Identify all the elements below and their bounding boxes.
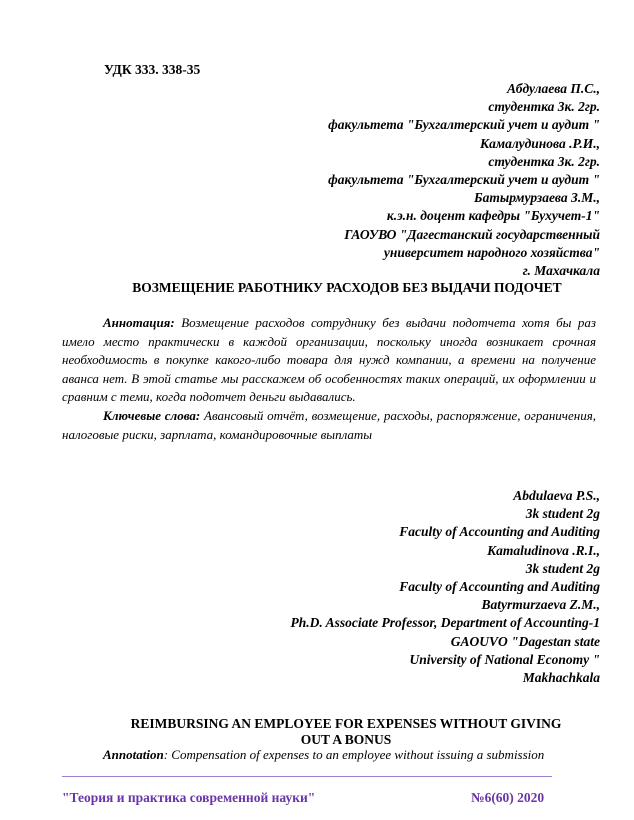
footer-journal-name: "Теория и практика современной науки" [62,790,316,805]
author-line: Камалудинова .Р.И., [479,135,600,151]
title-en-line: OUT A BONUS [300,732,392,747]
author-line: ГАОУВО "Дагестанский государственный [344,226,600,242]
author-line-en: Faculty of Accounting and Auditing [399,579,600,595]
author-line-en: Ph.D. Associate Professor, Department of Accounting-1 [290,615,600,631]
annotation-en-label: Annotation [103,747,164,762]
author-line-en: 3k student 2g [525,506,600,522]
annotation-en [62,747,602,763]
author-line: университет народного хозяйства" [383,244,600,260]
author-line: Абдулаева П.С., [506,81,600,96]
keywords-text: Авансовый отчёт, возмещение, расходы, распоряжение, ограничения, налоговые риски, зарплата, командировочные выплаты [62,407,596,442]
author-line-en: Batyrmurzaeva Z.M., [481,597,600,613]
author-line: факультета "Бухгалтерский учет и аудит " [328,117,600,133]
article-title-en [112,716,580,748]
article-title-ru: ВОЗМЕЩЕНИЕ РАБОТНИКУ РАСХОДОВ БЕЗ ВЫДАЧИ ПОДОЧЕТ [132,280,562,295]
abstract-label: Аннотация: [103,315,175,330]
author-line-en: GAOUVO "Dagestan state [450,633,600,649]
abstract-text: Возмещение расходов сотруднику без выдачи подотчета хотя бы раз имело место практически в каждой организации, поскольку иногда возникает срочная необходимость в покупке какого-либо товара для нужд компании, а времени на получение аванса нет. В этой статье мы расскажем об особенностях таких операций, их оформлении и сравним с теми, когда подотчет деньги выдавались. [62,315,596,405]
author-line: студентка 3к. 2гр. [488,153,600,169]
keywords-label: Ключевые слова: [103,407,201,423]
author-block-ru [80,80,600,280]
footer-divider [62,776,552,777]
author-line-en: Makhachkala [522,670,600,686]
author-line-en: 3k student 2g [525,560,600,576]
author-block-en [80,487,600,687]
author-line: факультета "Бухгалтерский учет и аудит " [328,172,600,188]
abstract-paragraph [62,314,596,407]
author-line-en: Abdulaeva P.S., [513,488,600,503]
author-line: к.э.н. доцент кафедры "Бухучет-1" [386,208,600,224]
annotation-en-text: : Compensation of expenses to an employee without issuing a submission [163,747,545,762]
udc-code: УДК 333. 338-35 [104,62,201,77]
author-line: Батырмурзаева З.М., [474,190,600,206]
abstract-block-ru [62,314,596,444]
keywords-paragraph [62,407,596,444]
author-line-en: Kamaludinova .R.I., [487,542,600,558]
title-en-line: REIMBURSING AN EMPLOYEE FOR EXPENSES WITHOUT GIVING [130,716,562,731]
author-line: г. Махачкала [522,263,600,279]
author-line-en: University of National Economy " [409,651,600,667]
author-line: студентка 3к. 2гр. [488,99,600,115]
author-line-en: Faculty of Accounting and Auditing [399,524,600,540]
footer-issue-number: №6(60) 2020 [471,790,545,805]
